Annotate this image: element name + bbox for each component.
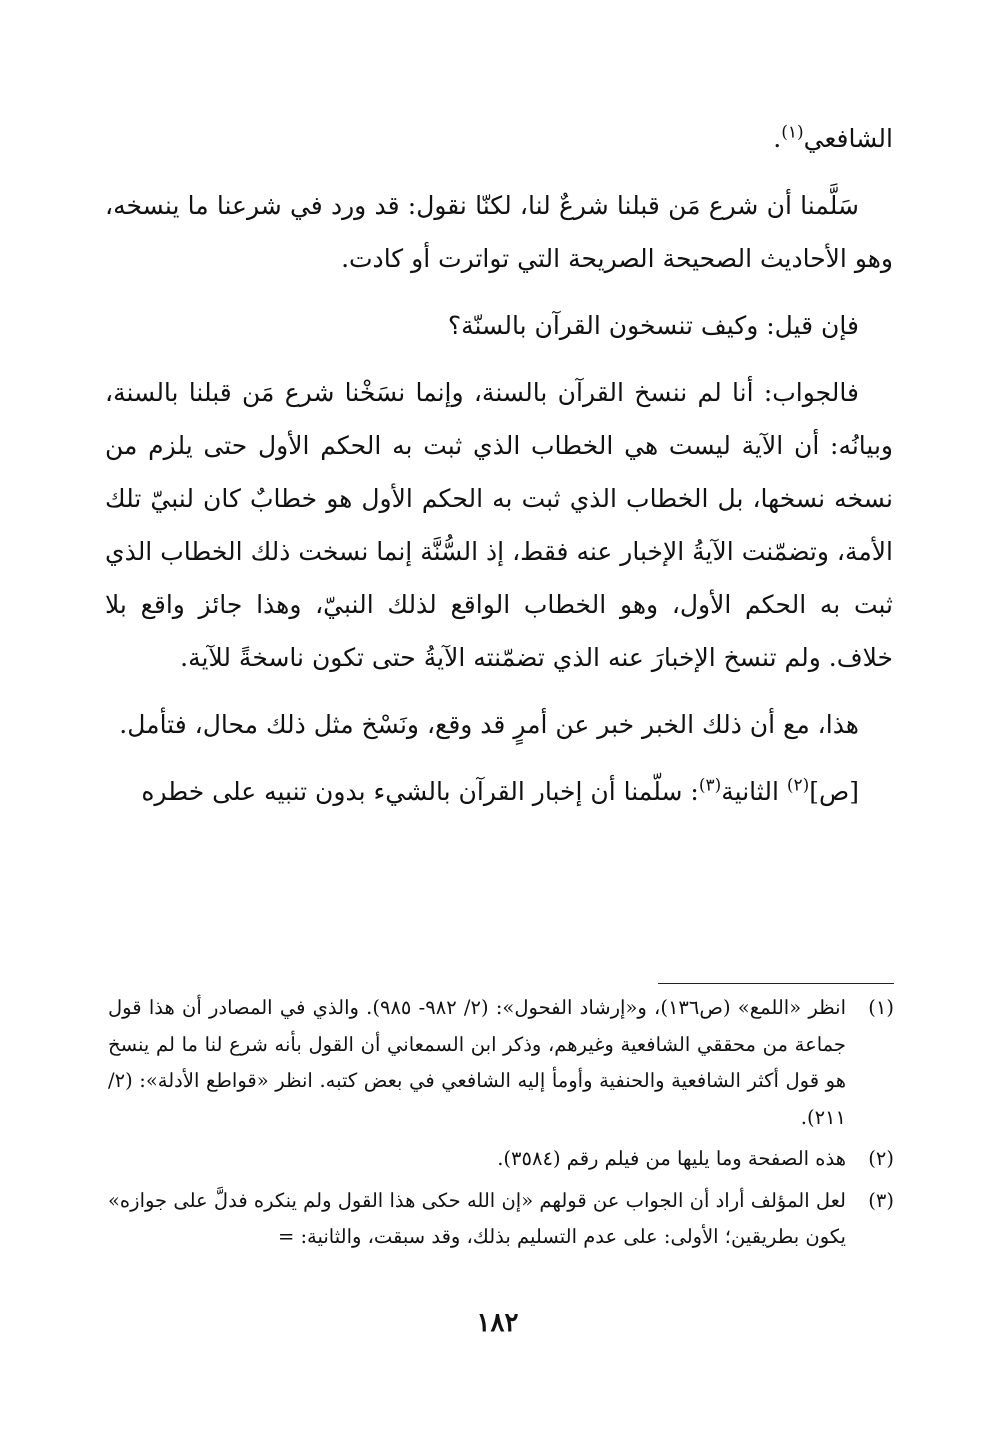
- footnote-divider: [658, 983, 894, 984]
- paragraph-2: سَلَّمنا أن شرع مَن قبلنا شرعٌ لنا، لكنّا نقول: قد ورد في شرعنا ما ينسخه، وهو الأحاديث الصحيحة الصريحة التي تواترت أو كادت.: [105, 191, 893, 273]
- paragraph-5: هذا، مع أن ذلك الخبر خبر عن أمرٍ قد وقع، ونَسْخ مثل ذلك محال، فتأمل.: [119, 710, 859, 739]
- footnote-text: لعل المؤلف أراد أن الجواب عن قولهم «إن الله حكى هذا القول ولم ينكره فدلَّ على جوازه» يكون بطريقين؛ الأولى: على عدم التسليم بذلك، وقد سبقت، والثانية: =: [108, 1188, 846, 1248]
- paragraph-4: فالجواب: أنا لم ننسخ القرآن بالسنة، وإنما نسَخْنا شرع مَن قبلنا بالسنة، وبيانُه: أن الآية ليست هي الخطاب الذي ثبت به الحكم الأول حتى يلزم من نسخه نسخها، بل الخطاب الذي ثبت به الحكم الأول هو خطابٌ كان لنبيّ تلك الأمة، وتضمّنت الآيةُ الإخبار عنه فقط، إذ السُّنَّة إنما نسخت ذلك الخطاب الذي ثبت به الحكم الأول، وهو الخطاب الواقع لذلك النبيّ، وهذا جائز واقع بلا خلاف. ولم تنسخ الإخبارَ عنه الذي تضمّنته الآيةُ حتى تكون ناسخةً للآية.: [105, 378, 893, 672]
- footnote-ref-3[interactable]: (٣): [698, 775, 722, 796]
- footnote-text: انظر «اللمع» (ص١٣٦)، و«إرشاد الفحول»: (٢/ ٩٨٢- ٩٨٥). والذي في المصادر أن هذا قول جماعة من محققي الشافعية وغيرهم، وذكر ابن السمعاني أن القول بأنه شرع لنا ما لم ينسخ هو قول أكثر الشافعية والحنفية وأومأ إليه الشافعي في بعض كتبه. انظر «قواطع الأدلة»: (٢/ ٢١١).: [108, 996, 846, 1129]
- paragraph-3: فإن قيل: وكيف تنسخون القرآن بالسنّة؟: [447, 311, 859, 340]
- footnote-number: (٢): [868, 1147, 894, 1170]
- footnote-number: (٣): [868, 1188, 894, 1212]
- main-text: [105, 112, 893, 832]
- paragraph-1: [105, 112, 893, 165]
- footnote-number: (١): [868, 996, 894, 1019]
- page-number: ١٨٢: [476, 1308, 519, 1338]
- paragraph-1-tail: .: [773, 124, 782, 153]
- footnote-text: هذه الصفحة وما يليها من فيلم رقم (٣٥٨٤).: [497, 1147, 846, 1170]
- footnote-3: [108, 1183, 894, 1256]
- footnote-1: [108, 990, 894, 1136]
- footnote-2: [108, 1141, 894, 1178]
- footnote-ref-1[interactable]: (١): [781, 122, 804, 143]
- paragraph-1-text: الشافعي: [803, 124, 893, 153]
- footnote-ref-2[interactable]: (٢): [786, 775, 810, 796]
- paragraph-6: [105, 765, 893, 818]
- paragraph-6-text: : سلّمنا أن إخبار القرآن بالشيء بدون تنبيه على خطره: [141, 777, 699, 806]
- paragraph-6-heading: الثانية: [721, 777, 787, 806]
- page-marker: [ص]: [809, 777, 859, 806]
- footnotes: [108, 990, 894, 1261]
